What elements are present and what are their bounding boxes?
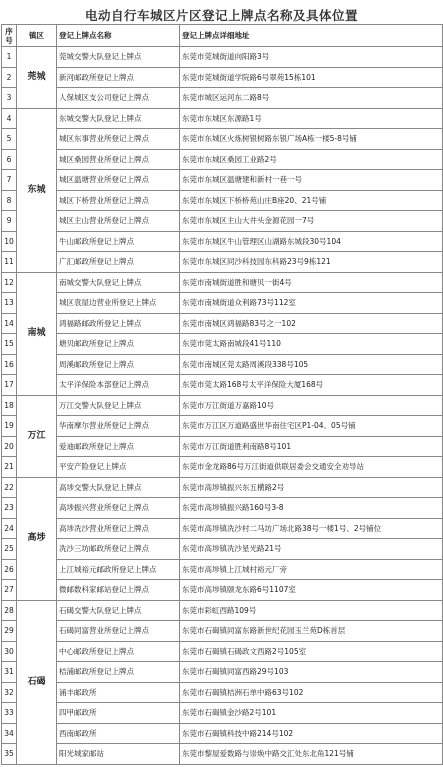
point-name: 广汇邮政所登记上牌点 — [57, 252, 180, 273]
point-address: 东莞市高埗镇冼沙村二马坊广场北路38号一楼1号、2号铺位 — [180, 518, 443, 539]
point-address: 东莞市南城街道胜和塘贝一街4号 — [180, 272, 443, 293]
table-row — [2, 190, 443, 211]
table-row — [2, 539, 443, 560]
point-name: 涌丰邮政所 — [57, 682, 180, 703]
point-address: 东莞市高埗镇冼沙星光路21号 — [180, 539, 443, 560]
row-number: 20 — [2, 436, 17, 457]
row-number: 21 — [2, 457, 17, 478]
row-number: 26 — [2, 559, 17, 580]
point-address: 东莞市东城区牛山管理区山湖路东城段30号104 — [180, 231, 443, 252]
row-number: 1 — [2, 47, 17, 68]
row-number: 10 — [2, 231, 17, 252]
point-name: 华南摩尔营业所登记上牌点 — [57, 416, 180, 437]
point-address: 东莞市万江街道胜利南路8号101 — [180, 436, 443, 457]
row-number: 29 — [2, 621, 17, 642]
table-row — [2, 641, 443, 662]
table-row — [2, 334, 443, 355]
point-name: 城区东事营业所登记上牌点 — [57, 129, 180, 150]
point-name: 塘贝邮政所登记上牌点 — [57, 334, 180, 355]
row-number: 8 — [2, 190, 17, 211]
point-address: 东莞市南城区鸿福路83号之一102 — [180, 313, 443, 334]
row-number: 17 — [2, 375, 17, 396]
point-address: 东莞市石碣镇桔洲石单中路63号102 — [180, 682, 443, 703]
table-row — [2, 47, 443, 68]
point-address: 东莞市石碣镇同富东路新世纪花园玉兰苑D栋首层 — [180, 621, 443, 642]
point-address: 东莞市城区运河东二路8号 — [180, 88, 443, 109]
point-address: 东莞市东城区下桥桥苑山庄B座20、21号铺 — [180, 190, 443, 211]
row-number: 25 — [2, 539, 17, 560]
table-row — [2, 416, 443, 437]
table-row — [2, 252, 443, 273]
row-number: 15 — [2, 334, 17, 355]
point-name: 南城交警大队登记上牌点 — [57, 272, 180, 293]
table-row — [2, 559, 443, 580]
row-number: 14 — [2, 313, 17, 334]
district-cell: 高埗 — [17, 477, 57, 600]
point-address: 东莞市莞太路168号太平洋保险大厦168号 — [180, 375, 443, 396]
point-address: 东莞市东城区桑园工业路2号 — [180, 149, 443, 170]
point-address: 东莞市东城区火炼树银树路东银广场A栋一楼5-8号铺 — [180, 129, 443, 150]
point-name: 西南邮政所 — [57, 723, 180, 744]
table-body — [2, 47, 443, 765]
table-row — [2, 108, 443, 129]
point-name: 莞城交警大队登记上牌点 — [57, 47, 180, 68]
point-address: 东莞市石碣镇石碣政文西路2号105室 — [180, 641, 443, 662]
point-address: 东莞市石碣镇科技中路214号102 — [180, 723, 443, 744]
point-name: 高埗振兴营业所登记上牌点 — [57, 498, 180, 519]
district-cell: 南城 — [17, 272, 57, 395]
row-number: 7 — [2, 170, 17, 191]
point-name: 太平洋保险本部登记上牌点 — [57, 375, 180, 396]
district-cell: 石碣 — [17, 600, 57, 764]
document-title: 电动自行车城区片区登记上牌点名称及具体位置 — [84, 8, 358, 23]
point-name: 万江交警大队登记上牌点 — [57, 395, 180, 416]
point-name: 城区主山营业所登记上牌点 — [57, 211, 180, 232]
table-row — [2, 518, 443, 539]
table-row — [2, 88, 443, 109]
point-address: 东莞市石碣镇金沙路2号101 — [180, 703, 443, 724]
row-number: 33 — [2, 703, 17, 724]
point-address: 东莞市南城街道众利路73号112室 — [180, 293, 443, 314]
row-number: 28 — [2, 600, 17, 621]
table-row — [2, 354, 443, 375]
row-number: 3 — [2, 88, 17, 109]
point-name: 石碣同富营业所登记上牌点 — [57, 621, 180, 642]
table-row — [2, 293, 443, 314]
table-row — [2, 375, 443, 396]
point-address: 东莞市东城区东源路1号 — [180, 108, 443, 129]
point-name: 微邮数科家邮站登记上牌点 — [57, 580, 180, 601]
table-row — [2, 149, 443, 170]
table-row — [2, 313, 443, 334]
point-name: 城区下桥营业所登记上牌点 — [57, 190, 180, 211]
point-name: 上江城裕元邮政所登记上牌点 — [57, 559, 180, 580]
table-row — [2, 498, 443, 519]
point-name: 爱迪邮政所登记上牌点 — [57, 436, 180, 457]
point-name: 城区桑园营业所登记上牌点 — [57, 149, 180, 170]
table-row — [2, 662, 443, 683]
point-address: 东莞市彩虹西路109号 — [180, 600, 443, 621]
point-address: 东莞市高埗镇振兴路160号3-8 — [180, 498, 443, 519]
table-row — [2, 477, 443, 498]
header-num: 序号 — [2, 25, 17, 47]
point-name: 石碣交警大队登记上牌点 — [57, 600, 180, 621]
point-address: 东莞市高埗镇颐龙东路6号1107室 — [180, 580, 443, 601]
point-name: 阳光城家邮站 — [57, 744, 180, 765]
point-address: 东莞市石碣镇同富西路29号103 — [180, 662, 443, 683]
point-name: 中心邮政所登记上牌点 — [57, 641, 180, 662]
table-row — [2, 682, 443, 703]
row-number: 34 — [2, 723, 17, 744]
district-cell: 万江 — [17, 395, 57, 477]
point-name: 鸿福路邮政所登记上牌点 — [57, 313, 180, 334]
registration-points-table — [1, 24, 443, 765]
point-name: 城区袁屋边营业所登记上牌点 — [57, 293, 180, 314]
point-address: 东莞市黎屋爱数路与崇焕中路交汇处东北角121号铺 — [180, 744, 443, 765]
table-row — [2, 621, 443, 642]
row-number: 16 — [2, 354, 17, 375]
point-address: 东莞市莞太路南城段41号110 — [180, 334, 443, 355]
point-address: 东莞市东城区主山大井头金源花园一7号 — [180, 211, 443, 232]
point-name: 周溪邮政所登记上牌点 — [57, 354, 180, 375]
table-row — [2, 272, 443, 293]
table-row — [2, 703, 443, 724]
table-header-row — [2, 25, 443, 47]
table-row — [2, 67, 443, 88]
header-address: 登记上牌点详细地址 — [180, 25, 443, 47]
point-address: 东莞市万江区万道路盛世华南住宅区P1-04、05号铺 — [180, 416, 443, 437]
row-number: 22 — [2, 477, 17, 498]
point-address: 东莞市莞城街道向阳路3号 — [180, 47, 443, 68]
point-name: 四甲邮政所 — [57, 703, 180, 724]
row-number: 5 — [2, 129, 17, 150]
row-number: 32 — [2, 682, 17, 703]
row-number: 27 — [2, 580, 17, 601]
point-name: 高埗冼沙营业所登记上牌点 — [57, 518, 180, 539]
table-row — [2, 580, 443, 601]
table-row — [2, 600, 443, 621]
row-number: 18 — [2, 395, 17, 416]
row-number: 13 — [2, 293, 17, 314]
row-number: 24 — [2, 518, 17, 539]
point-name: 冼沙三坊邮政所登记上牌点 — [57, 539, 180, 560]
table-row — [2, 231, 443, 252]
point-name: 东城交警大队登记上牌点 — [57, 108, 180, 129]
table-row — [2, 436, 443, 457]
row-number: 35 — [2, 744, 17, 765]
point-address: 东莞市南城区莞太路周溪段338号105 — [180, 354, 443, 375]
table-row — [2, 395, 443, 416]
point-name: 平安产险登记上牌点 — [57, 457, 180, 478]
point-name: 桔浦邮政所登记上牌点 — [57, 662, 180, 683]
row-number: 2 — [2, 67, 17, 88]
point-name: 城区温塘营业所登记上牌点 — [57, 170, 180, 191]
row-number: 9 — [2, 211, 17, 232]
row-number: 6 — [2, 149, 17, 170]
row-number: 4 — [2, 108, 17, 129]
point-name: 新河邮政所登记上牌点 — [57, 67, 180, 88]
row-number: 31 — [2, 662, 17, 683]
row-number: 11 — [2, 252, 17, 273]
point-name: 牛山邮政所登记上牌点 — [57, 231, 180, 252]
table-row — [2, 211, 443, 232]
point-address: 东莞市莞城街道学院路6号翠苑15栋101 — [180, 67, 443, 88]
point-address: 东莞市高埗镇振兴东五横路2号 — [180, 477, 443, 498]
point-address: 东莞市东城区同沙科技园东科路23号9栋121 — [180, 252, 443, 273]
row-number: 30 — [2, 641, 17, 662]
table-row — [2, 129, 443, 150]
point-address: 东莞市万江街道万嘉路10号 — [180, 395, 443, 416]
district-cell: 莞城 — [17, 47, 57, 109]
row-number: 23 — [2, 498, 17, 519]
point-name: 高埗交警大队登记上牌点 — [57, 477, 180, 498]
header-name: 登记上牌点名称 — [57, 25, 180, 47]
point-address: 东莞市东城区温塘建和新村一巷一号 — [180, 170, 443, 191]
row-number: 12 — [2, 272, 17, 293]
table-row — [2, 457, 443, 478]
table-row — [2, 744, 443, 765]
row-number: 19 — [2, 416, 17, 437]
header-district: 镇区 — [17, 25, 57, 47]
point-name: 人保城区支公司登记上牌点 — [57, 88, 180, 109]
table-row — [2, 170, 443, 191]
district-cell: 东城 — [17, 108, 57, 272]
point-address: 东莞市高埗镇上江城村裕元厂旁 — [180, 559, 443, 580]
table-row — [2, 723, 443, 744]
point-address: 东莞市金龙路86号万江街道供联居委会交通安全劝导站 — [180, 457, 443, 478]
